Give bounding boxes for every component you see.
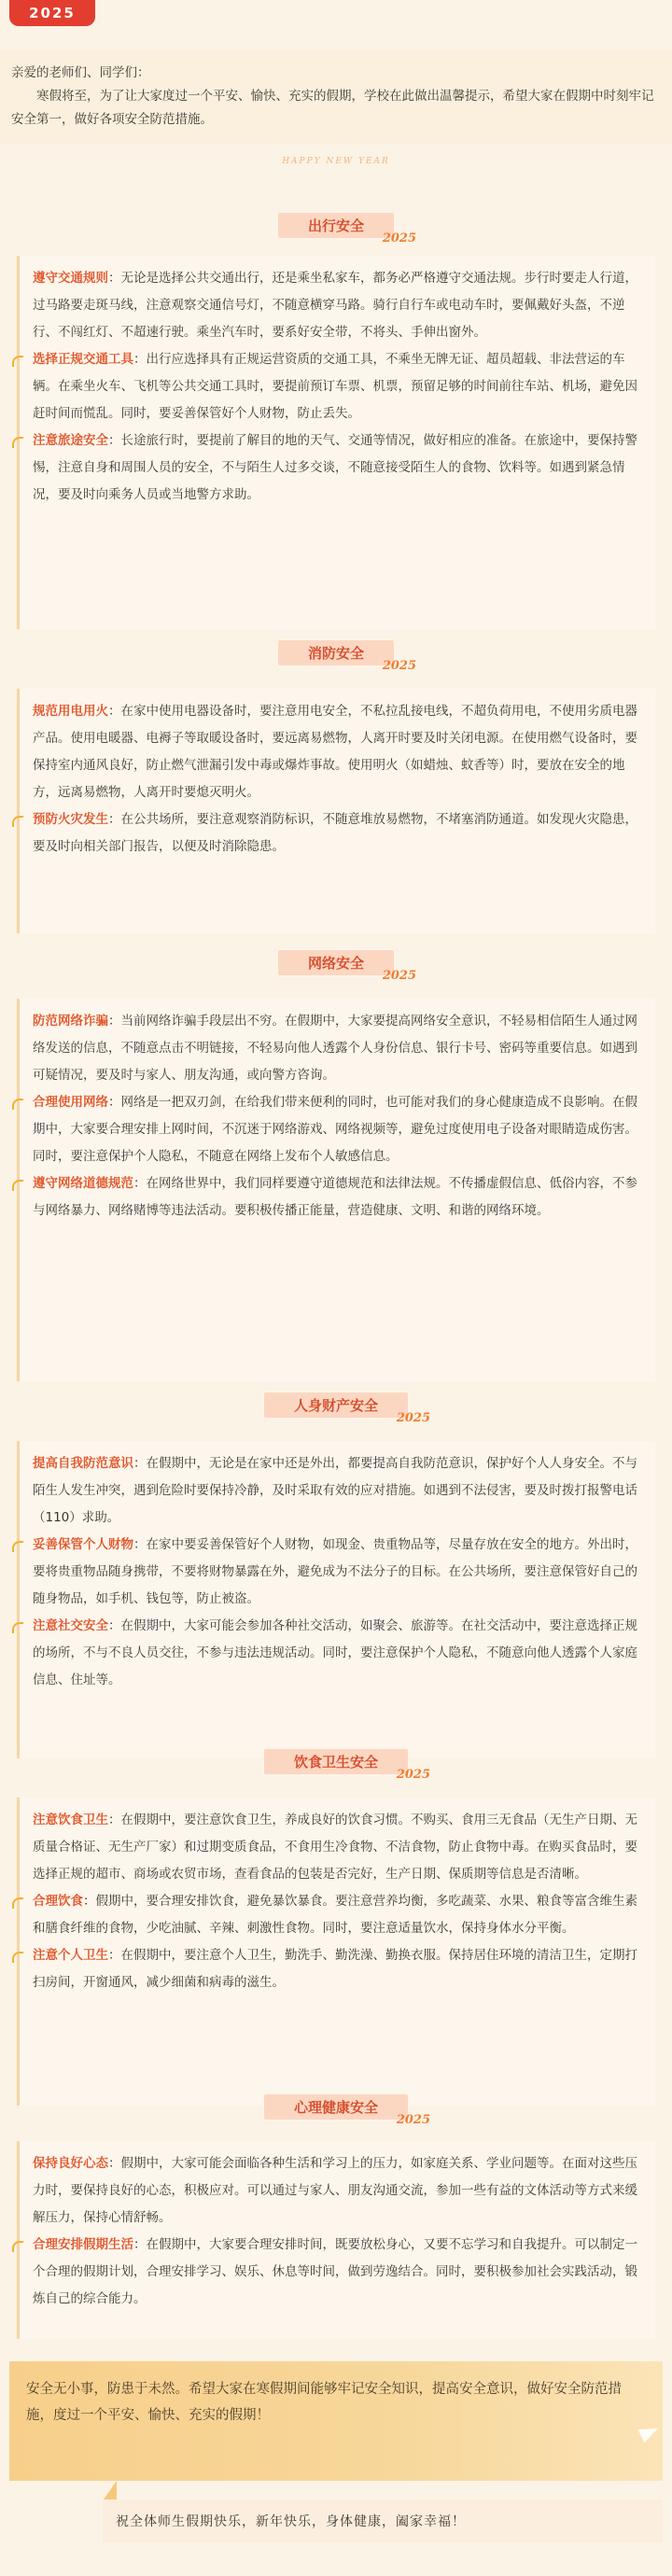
- greeting: 亲爱的老师们、同学们：: [11, 65, 150, 80]
- hook-icon: [12, 1099, 23, 1110]
- section-panel-travel: 遵守交通规则：无论是选择公共交通出行，还是乘坐私家车，都务必严格遵守交通法规。步行时要走人行道，过马路要走斑马线，注意观察交通信号灯，不随意横穿马路。骑行自行车或电动车时，要佩戴好头盔，不逆行、不闯红灯、不超速行驶。乘坐汽车时，要系好安全带，不将头、手伸出窗外。 选择正规交通工具：出行应选择具有正规运营资质的交通工具，不乘坐无牌无证、超员超载、非法营运的车辆。在乘坐火车、飞机等公共交通工具时，要提前预订车票、机票，预留足够的时间前往车站、机场，避免因赶时间而慌乱。同时，要妥善保管好个人财物，防止丢失。 注意旅途安全：长途旅行时，要提前了解目的地的天气、交通等情况，做好相应的准备。在旅途中，要保持警惕，注意自身和周围人员的安全，不与陌生人过多交谈，不随意接受陌生人的食物、饮料等。如遇到紧急情况，要及时向乘务人员或当地警方求助。: [17, 256, 655, 629]
- section-panel-personal-safety: 提高自我防范意识：在假期中，无论是在家中还是外出，都要提高自我防范意识，保护好个人人身安全。不与陌生人发生冲突，遇到危险时要保持冷静，及时采取有效的应对措施。如遇到不法侵害，要及时拨打报警电话（110）求助。 妥善保管个人财物：在家中要妥善保管好个人财物，如现金、贵重物品等，尽量存放在安全的地方。外出时，要将贵重物品随身携带，不要将财物暴露在外，避免成为不法分子的目标。在公共场所，要注意保管好自己的随身物品，如手机、钱包等，防止被盗。 注意社交安全：在假期中，大家可能会参加各种社交活动，如聚会、旅游等。在社交活动中，要注意选择正规的场所，不与不良人员交往，不参与违法违规活动。同时，要注意保护个人隐私，不随意向他人透露个人家庭信息、住址等。: [17, 1441, 655, 1758]
- section-panel-food-safety: 注意饮食卫生：在假期中，要注意饮食卫生，养成良好的饮食习惯。不购买、食用三无食品（无生产日期、无质量合格证、无生产厂家）和过期变质食品，不食用生冷食物、不洁食物，防止食物中毒。在购买食品时，要选择正规的超市、商场或农贸市场，查看食品的包装是否完好，生产日期、保质期等信息是否清晰。 合理饮食：假期中，要合理安排饮食，避免暴饮暴食。要注意营养均衡，多吃蔬菜、水果、粮食等富含维生素和膳食纤维的食物，少吃油腻、辛辣、刺激性食物。同时，要注意适量饮水，保持身体水分平衡。 注意个人卫生：在假期中，要注意个人卫生，勤洗手、勤洗澡、勤换衣服。保持居住环境的清洁卫生，定期打扫房间，开窗通风，减少细菌和病毒的滋生。: [17, 1798, 655, 2106]
- section-panel-mental-health: 保持良好心态：假期中，大家可能会面临各种生活和学习上的压力，如家庭关系、学业问题等。在面对这些压力时，要保持良好的心态，积极应对。可以通过与家人、朋友沟通交流，参加一些有益的文体活动等方式来缓解压力，保持心情舒畅。 合理安排假期生活：在假期中，大家要合理安排时间，既要放松身心，又要不忘学习和自我提升。可以制定一个合理的假期计划，合理安排学习、娱乐、休息等时间，做到劳逸结合。同时，要积极参加社会实践活动，锻炼自己的综合能力。: [17, 2141, 655, 2339]
- hook-icon: [12, 1897, 23, 1909]
- year-tab: 2025: [9, 0, 95, 26]
- wish-banner: [103, 2499, 663, 2542]
- hook-icon: [12, 1180, 23, 1191]
- intro-body: 寒假将至，为了让大家度过一个平安、愉快、充实的假期，学校在此做出温馨提示，希望大家在假期中时刻牢记安全第一，做好各项安全防范措施。: [11, 89, 654, 127]
- year-mark: 2025: [382, 231, 416, 245]
- year-mark: 2025: [396, 1410, 430, 1425]
- hook-icon: [12, 1622, 23, 1633]
- year-mark: 2025: [396, 2112, 430, 2127]
- hook-icon: [12, 2241, 23, 2252]
- wish-text: 祝全体师生假期快乐，新年快乐，身体健康，阖家幸福！: [116, 2514, 466, 2529]
- closing-text: 安全无小事，防患于未然。希望大家在寒假期间能够牢记安全知识，提高安全意识，做好安全防范措施，度过一个平安、愉快、充实的假期！: [26, 2382, 622, 2423]
- intro-block: [0, 50, 672, 145]
- hook-icon: [12, 356, 23, 367]
- section-title-food-safety: 饮食卫生安全 2025: [0, 1745, 672, 1777]
- section-panel-network: 防范网络诈骗：当前网络诈骗手段层出不穷。在假期中，大家要提高网络安全意识，不轻易相信陌生人通过网络发送的信息，不随意点击不明链接，不轻易向他人透露个人身份信息、银行卡号、密码等重要信息。如遇到可疑情况，要及时与家人、朋友沟通，或向警方咨询。 合理使用网络：网络是一把双刃剑，在给我们带来便利的同时，也可能对我们的身心健康造成不良影响。在假期中，大家要合理安排上网时间，不沉迷于网络游戏、网络视频等，避免过度使用电子设备对眼睛造成伤害。同时，要注意保护个人隐私，不随意在网络上发布个人敏感信息。 遵守网络道德规范：在网络世界中，我们同样要遵守道德规范和法律法规。不传播虚假信息、低俗内容，不参与网络暴力、网络赌博等违法活动。要积极传播正能量，营造健康、文明、和谐的网络环境。: [17, 999, 655, 1381]
- hook-icon: [12, 437, 23, 448]
- year-mark: 2025: [396, 1767, 430, 1782]
- hook-icon: [12, 816, 23, 827]
- section-title-travel: 出行安全 2025: [0, 209, 672, 241]
- ribbon-fold-decoration: [104, 2481, 117, 2499]
- closing-note: [9, 2361, 663, 2481]
- section-title-personal-safety: 人身财产安全 2025: [0, 1389, 672, 1421]
- section-title-network: 网络安全 2025: [0, 946, 672, 978]
- section-panel-fire: 规范用电用火：在家中使用电器设备时，要注意用电安全，不私拉乱接电线，不超负荷用电，不使用劣质电器产品。使用电暖器、电褥子等取暖设备时，要远离易燃物，人离开时要及时关闭电源。在使用燃气设备时，要保持室内通风良好，防止燃气泄漏引发中毒或爆炸事故。使用明火（如蜡烛、蚊香等）时，要放在安全的地方，远离易燃物，人离开时要熄灭明火。 预防火灾发生：在公共场所，要注意观察消防标识，不随意堆放易燃物，不堵塞消防通道。如发现火灾隐患，要及时向相关部门报告，以便及时消除隐患。: [17, 689, 655, 933]
- section-title-mental-health: 心理健康安全 2025: [0, 2091, 672, 2122]
- year-mark: 2025: [382, 968, 416, 983]
- hook-icon: [12, 1541, 23, 1552]
- section-title-fire: 消防安全 2025: [0, 637, 672, 668]
- hook-icon: [12, 1952, 23, 1963]
- happy-new-year-tagline: HAPPY NEW YEAR: [282, 157, 390, 166]
- year-mark: 2025: [382, 658, 416, 673]
